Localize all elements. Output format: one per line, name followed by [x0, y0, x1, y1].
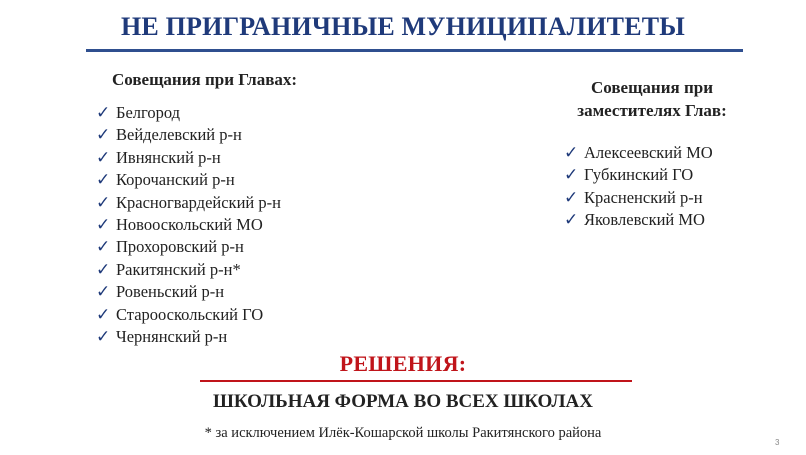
list-item: [564, 164, 713, 186]
left-municipality-list: [96, 102, 281, 348]
check-icon: ✓: [96, 259, 111, 280]
list-item-label: Алексеевский МО: [584, 143, 713, 162]
list-item-label: Чернянский р-н: [116, 326, 228, 346]
list-item-label: Ивнянский р-н: [116, 147, 221, 167]
list-item: [96, 259, 281, 281]
slide-title: НЕ ПРИГРАНИЧНЫЕ МУНИЦИПАЛИТЕТЫ: [120, 12, 686, 41]
list-item: [96, 236, 281, 258]
list-item: [564, 187, 713, 209]
check-icon: ✓: [564, 165, 579, 186]
list-item-label: Белгород: [116, 103, 181, 122]
list-item-label: Ровеньский р-н: [116, 282, 225, 302]
check-icon: ✓: [96, 147, 111, 168]
left-column-heading: Совещания при Главах:: [112, 70, 298, 89]
list-item: [96, 169, 281, 191]
list-item: [96, 214, 281, 236]
list-item: [564, 209, 713, 231]
title-underline: [86, 49, 743, 52]
check-icon: ✓: [96, 214, 111, 235]
check-icon: ✓: [96, 170, 111, 191]
list-item: [96, 304, 281, 326]
list-item: [96, 147, 281, 169]
list-item-label: Красненский р-н: [584, 187, 703, 207]
list-item: [564, 142, 713, 164]
list-item: [96, 281, 281, 303]
list-item-label: Ракитянский р-н*: [116, 259, 241, 279]
list-item-label: Губкинский ГО: [584, 165, 694, 185]
right-municipality-list: [564, 142, 713, 232]
page-number: 3: [775, 438, 780, 447]
decision-statement: ШКОЛЬНАЯ ФОРМА ВО ВСЕХ ШКОЛАХ: [212, 391, 593, 412]
footnote: * за исключением Илёк-Кошарской школы Ракитянского района: [204, 425, 602, 441]
list-item: [96, 192, 281, 214]
check-icon: ✓: [564, 143, 579, 163]
list-item: [96, 326, 281, 348]
list-item-label: Вейделевский р-н: [116, 125, 242, 145]
check-icon: ✓: [96, 125, 111, 146]
decisions-underline: [200, 380, 632, 382]
right-column-heading: [554, 76, 750, 122]
check-icon: ✓: [96, 304, 111, 325]
decisions-heading: РЕШЕНИЯ:: [339, 351, 467, 376]
right-heading-line2: заместителях Глав:: [577, 101, 727, 120]
check-icon: ✓: [96, 237, 111, 258]
check-icon: ✓: [96, 282, 111, 303]
list-item: [96, 124, 281, 146]
list-item-label: Старооскольский ГО: [116, 304, 264, 324]
list-item-label: Красногвардейский р-н: [116, 192, 281, 212]
list-item-label: Яковлевский МО: [584, 210, 705, 230]
check-icon: ✓: [564, 187, 579, 208]
check-icon: ✓: [96, 192, 111, 213]
list-item-label: Новооскольский МО: [116, 214, 263, 234]
list-item-label: Прохоровский р-н: [116, 237, 244, 257]
check-icon: ✓: [96, 103, 111, 123]
list-item-label: Корочанский р-н: [116, 170, 235, 190]
check-icon: ✓: [564, 210, 579, 231]
right-heading-line1: Совещания при: [590, 78, 713, 97]
list-item: [96, 102, 281, 124]
check-icon: ✓: [96, 326, 111, 347]
